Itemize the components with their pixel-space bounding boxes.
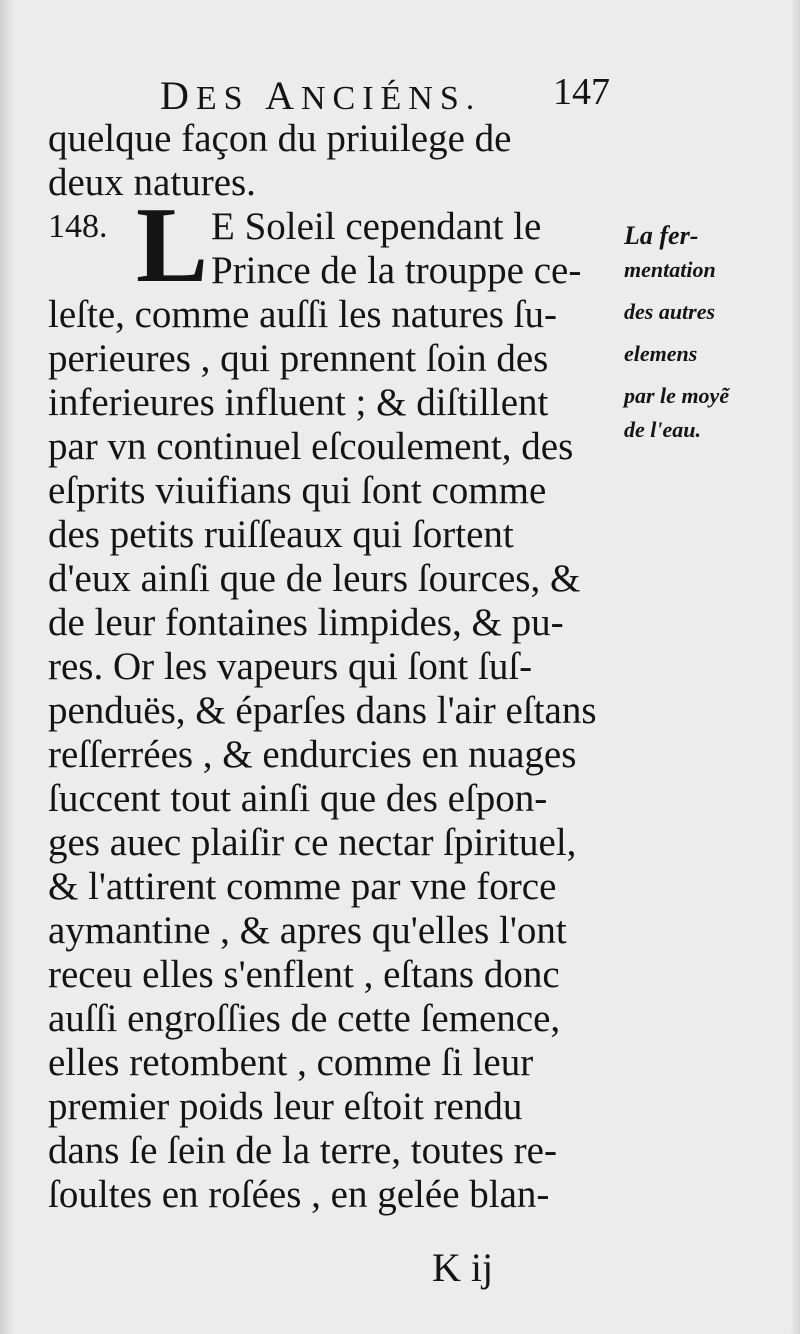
text-line: dans ſe ſein de la terre, toutes re- bbox=[48, 1129, 557, 1172]
text-line: par vn continuel eſcoulement, des bbox=[48, 425, 574, 468]
running-head-initial-2: A bbox=[265, 73, 301, 118]
marginal-note-line: des autres bbox=[624, 299, 716, 324]
text-line: inferieures influent ; & diſtillent bbox=[48, 381, 549, 424]
running-head bbox=[160, 72, 610, 116]
marginal-note-line: La fer- bbox=[624, 221, 699, 250]
text-line: auſſi engroſſies de cette ſemence, bbox=[48, 997, 561, 1040]
marginal-note-line: elemens bbox=[624, 341, 698, 366]
text-line: de leur fontaines limpides, & pu- bbox=[48, 601, 564, 644]
signature-mark: K ij bbox=[432, 1245, 494, 1290]
text-line: ges auec plaiſir ce nectar ſpirituel, bbox=[48, 821, 577, 864]
running-head-word-1: ES bbox=[195, 80, 266, 117]
text-line: ſuccent tout ainſi que des eſpon- bbox=[48, 777, 548, 820]
text-line: E Soleil cependant le bbox=[211, 205, 542, 248]
text-line: deux natures. bbox=[48, 161, 256, 204]
marginal-note-line: par le moyẽ bbox=[624, 383, 730, 408]
text-line: elles retombent , comme ſi leur bbox=[48, 1041, 534, 1084]
text-line: perieures , qui prennent ſoin des bbox=[48, 337, 549, 380]
text-line: receu elles s'enflent , eſtans donc bbox=[48, 953, 560, 996]
marginal-note-line: de l'eau. bbox=[624, 417, 701, 442]
text-line: aymantine , & apres qu'elles l'ont bbox=[48, 909, 567, 952]
text-line: premier poids leur eſtoit rendu bbox=[48, 1085, 523, 1128]
page-number: 147 bbox=[553, 71, 610, 113]
text-line: d'eux ainſi que de leurs ſources, & bbox=[48, 557, 581, 600]
text-line: reſſerrées , & endurcies en nuages bbox=[48, 733, 577, 776]
text-line: res. Or les vapeurs qui ſont ſuſ- bbox=[48, 645, 533, 688]
paragraph-number: 148. bbox=[48, 208, 108, 245]
page-edge-shadow bbox=[790, 0, 800, 1334]
text-line: des petits ruiſſeaux qui ſortent bbox=[48, 513, 514, 556]
running-head-word-2: NCIÉNS. bbox=[300, 80, 482, 117]
text-line: ſoultes en roſées , en gelée blan- bbox=[48, 1173, 550, 1216]
text-line: Prince de la trouppe ce- bbox=[211, 249, 582, 292]
page-gutter-shadow bbox=[0, 0, 14, 1334]
text-line: penduës, & éparſes dans l'air eſtans bbox=[48, 689, 597, 732]
running-head-initial-1: D bbox=[160, 73, 196, 118]
marginal-note-line: mentation bbox=[624, 257, 716, 282]
drop-cap: L bbox=[136, 186, 209, 305]
text-line: eſprits viuifians qui ſont comme bbox=[48, 469, 547, 512]
text-line: leſte, comme auſſi les natures ſu- bbox=[48, 293, 557, 336]
text-line: quelque façon du priuilege de bbox=[48, 117, 512, 160]
running-head-title bbox=[160, 72, 481, 119]
text-line: & l'attirent comme par vne force bbox=[48, 865, 557, 908]
